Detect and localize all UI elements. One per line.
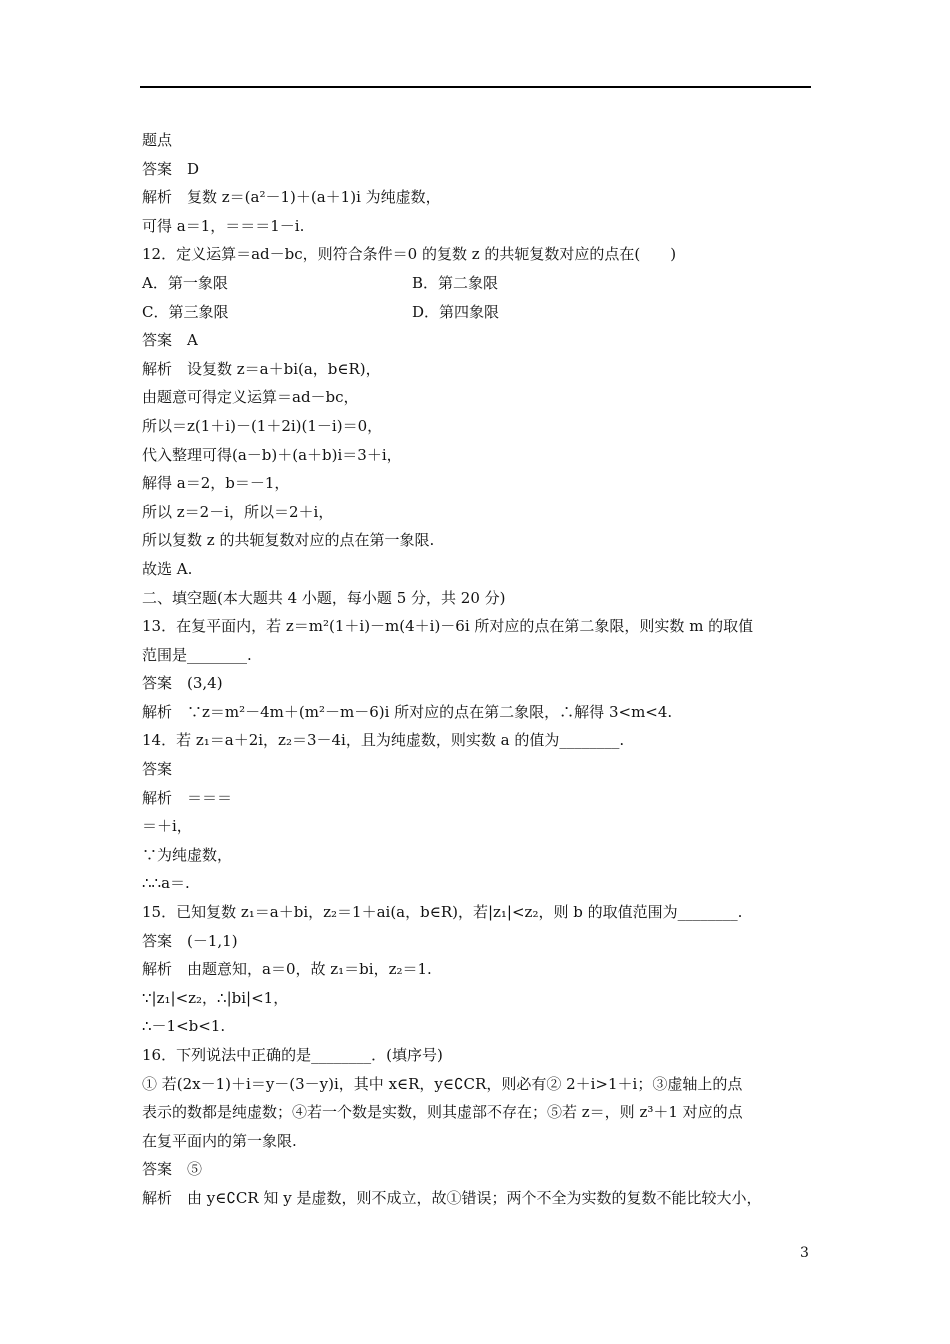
text-line: 答案 D <box>142 159 200 178</box>
question-16: 16．下列说法中正确的是________．(填序号) <box>142 1046 443 1064</box>
text-line: 在复平面内的第一象限. <box>142 1131 297 1150</box>
text-line: 解析 ∵z＝m²－4m＋(m²－m－6)i 所对应的点在第二象限，∴解得 3<m<4. <box>142 702 673 721</box>
text-line: 答案 <box>142 760 173 779</box>
text-line: 解析 ＝＝＝ <box>142 788 233 807</box>
option-d: D．第四象限 <box>412 302 500 321</box>
text-line: ① 若(2x－1)＋i＝y－(3－y)i，其中 x∈R，y∈∁CR，则必有② 2＋i>1＋i；③虚轴上的点 <box>142 1074 743 1093</box>
option-a: A．第一象限 <box>142 273 228 292</box>
text-line: 代入整理可得(a－b)＋(a＋b)i＝3＋i， <box>142 445 402 464</box>
text-line: ∵为纯虚数， <box>142 845 233 864</box>
question-12: 12．定义运算＝ad－bc，则符合条件＝0 的复数 z 的共轭复数对应的点在( ) <box>142 245 677 264</box>
option-b: B．第二象限 <box>412 273 499 292</box>
text-line: 所以复数 z 的共轭复数对应的点在第一象限. <box>142 531 435 550</box>
text-line: 故选 A. <box>142 559 193 578</box>
text-line: 答案 A <box>142 331 198 350</box>
option-c: C．第三象限 <box>142 302 229 321</box>
header-rule <box>140 86 811 88</box>
text-line: 答案 (3,4) <box>142 674 223 693</box>
text-line: 解析 设复数 z＝a＋bi(a，b∈R)， <box>142 359 381 378</box>
options-row-2 <box>142 298 814 327</box>
text-line: ∵|z₁|<z₂，∴|bi|<1， <box>142 988 289 1007</box>
text-line: 所以＝z(1＋i)－(1＋2i)(1－i)＝0， <box>142 416 383 435</box>
text-line: 解析 复数 z＝(a²－1)＋(a＋1)i 为纯虚数， <box>142 188 441 207</box>
text-line: 答案 (－1,1) <box>142 931 238 950</box>
page-number: 3 <box>800 1245 809 1261</box>
text-line: 题点 <box>142 131 173 149</box>
options-row-1 <box>142 269 814 298</box>
text-line: 由题意可得定义运算＝ad－bc， <box>142 388 359 407</box>
page-content <box>142 126 814 1213</box>
text-line: 解析 由 y∈∁CR 知 y 是虚数，则不成立，故①错误；两个不全为实数的复数不能比较大小， <box>142 1188 762 1207</box>
section-heading: 二、填空题(本大题共 4 小题，每小题 5 分，共 20 分) <box>142 588 506 607</box>
text-line: 答案 ⑤ <box>142 1160 203 1179</box>
text-line: 解得 a＝2，b＝－1， <box>142 474 290 493</box>
text-line: 所以 z＝2－i，所以＝2＋i， <box>142 502 334 521</box>
text-line: ∴∴a＝. <box>142 874 190 893</box>
text-line: 可得 a＝1，＝＝＝1－i. <box>142 216 305 235</box>
question-14: 14．若 z₁＝a＋2i，z₂＝3－4i，且为纯虚数，则实数 a 的值为________. <box>142 731 625 750</box>
text-line: ∴－1<b<1. <box>142 1017 226 1036</box>
question-13: 13．在复平面内，若 z＝m²(1＋i)－m(4＋i)－6i 所对应的点在第二象限，则实数 m 的取值 <box>142 617 754 636</box>
text-line: 解析 由题意知，a＝0，故 z₁＝bi，z₂＝1. <box>142 960 432 979</box>
question-15: 15．已知复数 z₁＝a＋bi，z₂＝1＋ai(a，b∈R)，若|z₁|<z₂，则 b 的取值范围为________. <box>142 903 743 922</box>
text-line: 表示的数都是纯虚数；④若一个数是实数，则其虚部不存在；⑤若 z＝，则 z³＋1 对应的点 <box>142 1103 743 1122</box>
text-line: 范围是________. <box>142 645 252 664</box>
text-line: ＝＋i， <box>142 817 192 836</box>
